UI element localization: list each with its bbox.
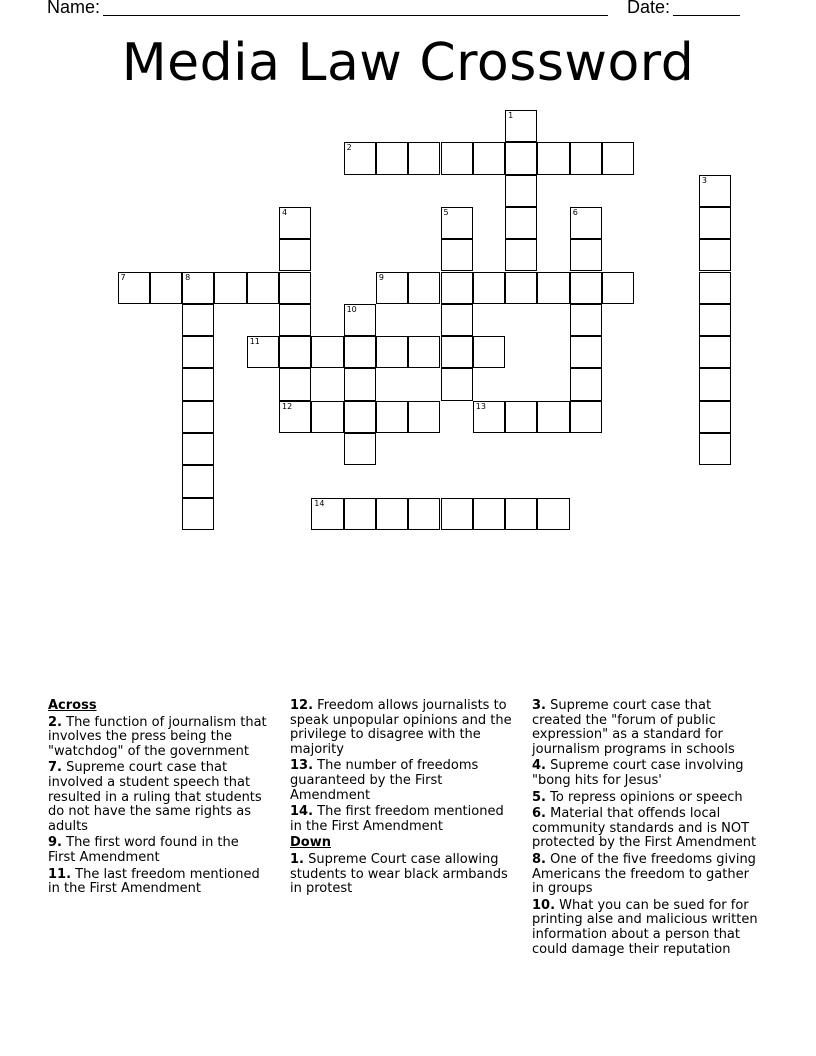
crossword-cell[interactable] (344, 433, 376, 465)
crossword-cell[interactable] (376, 498, 408, 530)
crossword-cell[interactable] (279, 207, 311, 239)
cell-number: 8 (185, 272, 191, 282)
clue-across-7 (48, 761, 270, 834)
clue-text: Freedom allows journalists to speak unpopular opinions and the privilege to disagree with the majority (290, 698, 512, 757)
clue-text: To repress opinions or speech (550, 789, 743, 805)
crossword-cell[interactable] (570, 336, 602, 368)
clue-down-6 (532, 807, 764, 851)
clue-number: 13. (290, 758, 314, 774)
crossword-cell[interactable] (344, 142, 376, 174)
crossword-cell[interactable] (344, 304, 376, 336)
down-heading: Down (290, 835, 331, 851)
across-heading: Across (48, 698, 97, 713)
clue-text: Material that offends local community standards and is NOT protected by the First Amendment (532, 806, 757, 851)
clue-down-10 (532, 899, 764, 957)
clue-number: 7. (48, 760, 62, 776)
crossword-cell[interactable] (570, 239, 602, 271)
clue-across-11 (48, 868, 270, 897)
crossword-cell[interactable] (570, 401, 602, 433)
clue-down-1 (290, 853, 518, 897)
crossword-cell[interactable] (182, 433, 214, 465)
clue-text: The number of freedoms guaranteed by the First Amendment (290, 758, 479, 803)
clue-number: 8. (532, 851, 546, 867)
crossword-cell[interactable] (182, 272, 214, 304)
crossword-cell[interactable] (473, 401, 505, 433)
crossword-cell[interactable] (311, 336, 343, 368)
clue-number: 1. (290, 851, 304, 867)
clue-across-13 (290, 759, 518, 803)
cell-number: 9 (378, 272, 384, 282)
crossword-cell[interactable] (279, 401, 311, 433)
clue-text: Supreme court case involving "bong hits for Jesus' (532, 758, 744, 788)
crossword-cell[interactable] (150, 272, 182, 304)
name-label: Name: (47, 0, 101, 17)
crossword-cell[interactable] (699, 304, 731, 336)
cell-number: 7 (120, 272, 126, 282)
crossword-cell[interactable] (441, 239, 473, 271)
crossword-cell[interactable] (441, 304, 473, 336)
crossword-cell[interactable] (537, 401, 569, 433)
crossword-cell[interactable] (505, 401, 537, 433)
crossword-cell[interactable] (473, 336, 505, 368)
clue-down-5 (532, 791, 764, 806)
clue-number: 5. (532, 789, 546, 805)
crossword-cell[interactable] (699, 336, 731, 368)
crossword-cell[interactable] (376, 336, 408, 368)
crossword-cell[interactable] (182, 304, 214, 336)
cell-number: 13 (475, 401, 486, 411)
clue-across-2 (48, 716, 270, 760)
crossword-cell[interactable] (376, 142, 408, 174)
crossword-cell[interactable] (699, 368, 731, 400)
crossword-cell[interactable] (408, 142, 440, 174)
clue-across-14 (290, 805, 518, 834)
crossword-cell[interactable] (570, 207, 602, 239)
clue-number: 12. (290, 698, 314, 713)
crossword-cell[interactable] (537, 142, 569, 174)
crossword-cell[interactable] (118, 272, 150, 304)
cell-number: 12 (282, 401, 293, 411)
crossword-cell[interactable] (441, 498, 473, 530)
crossword-cell[interactable] (279, 272, 311, 304)
clue-down-3 (532, 699, 764, 757)
date-label: Date: (627, 0, 671, 17)
crossword-cell[interactable] (441, 207, 473, 239)
clue-number: 4. (532, 758, 546, 774)
cell-number: 1 (508, 111, 514, 120)
clue-text: One of the five freedoms giving Americans the freedom to gather in groups (532, 851, 756, 897)
crossword-cell[interactable] (376, 272, 408, 304)
crossword-cell[interactable] (570, 304, 602, 336)
crossword-cell[interactable] (537, 272, 569, 304)
crossword-cell[interactable] (570, 272, 602, 304)
clue-down-8 (532, 853, 764, 897)
clue-text: The first freedom mentioned in the First Amendment (290, 804, 504, 834)
crossword-cell[interactable] (279, 239, 311, 271)
crossword-cell[interactable] (279, 368, 311, 400)
crossword-cell[interactable] (699, 272, 731, 304)
clue-text: What you can be sued for for printing alse and malicious written information about a person that could damage their reputation (532, 897, 758, 957)
clue-number: 10. (532, 897, 556, 913)
clue-text: The first word found in the First Amendment (48, 835, 239, 865)
crossword-cell[interactable] (247, 336, 279, 368)
crossword-cell[interactable] (214, 272, 246, 304)
clue-down-4 (532, 759, 764, 788)
crossword-cell[interactable] (473, 498, 505, 530)
crossword-cell[interactable] (441, 368, 473, 400)
cell-number: 2 (346, 143, 352, 153)
crossword-cell[interactable] (505, 207, 537, 239)
crossword-cell[interactable] (344, 336, 376, 368)
crossword-cell[interactable] (182, 465, 214, 497)
crossword-cell[interactable] (473, 142, 505, 174)
crossword-cell[interactable] (441, 336, 473, 368)
clue-text: The function of journalism that involves the press being the "watchdog" of the government (48, 714, 267, 759)
clue-text: Supreme court case that involved a student speech that resulted in a ruling that students do not have the same rights as adults (48, 760, 262, 834)
clue-column-1 (48, 699, 270, 899)
crossword-cell[interactable] (699, 175, 731, 207)
clue-across-12 (290, 699, 518, 757)
cell-number: 11 (249, 337, 260, 347)
clue-text: The last freedom mentioned in the First Amendment (48, 866, 260, 897)
crossword-cell[interactable] (408, 498, 440, 530)
crossword-cell[interactable] (505, 142, 537, 174)
clue-number: 2. (48, 714, 62, 730)
clue-number: 14. (290, 804, 314, 820)
crossword-cell[interactable] (344, 368, 376, 400)
crossword-cell[interactable] (473, 272, 505, 304)
crossword-cell[interactable] (699, 239, 731, 271)
crossword-cell[interactable] (311, 401, 343, 433)
clue-column-3 (532, 699, 764, 959)
crossword-cell[interactable] (505, 239, 537, 271)
clue-text: Supreme court case that created the "forum of public expression" as a standard for journalism programs in schools (532, 698, 735, 757)
crossword-cell[interactable] (182, 498, 214, 530)
crossword-cell[interactable] (602, 142, 634, 174)
crossword-cell[interactable] (699, 433, 731, 465)
clue-across-9 (48, 836, 270, 865)
crossword-cell[interactable] (279, 336, 311, 368)
crossword-cell[interactable] (247, 272, 279, 304)
clue-number: 9. (48, 835, 62, 851)
cell-number: 10 (346, 304, 357, 314)
crossword-cell[interactable] (182, 401, 214, 433)
crossword-cell[interactable] (344, 498, 376, 530)
cell-number: 3 (701, 175, 707, 185)
clue-number: 6. (532, 806, 546, 822)
crossword-cell[interactable] (602, 272, 634, 304)
crossword-cell[interactable] (376, 401, 408, 433)
cell-number: 5 (443, 207, 449, 217)
crossword-cell[interactable] (537, 498, 569, 530)
clue-number: 11. (48, 866, 72, 882)
crossword-cell[interactable] (408, 336, 440, 368)
crossword-cell[interactable] (408, 272, 440, 304)
crossword-cell[interactable] (505, 110, 537, 142)
crossword-cell[interactable] (570, 368, 602, 400)
cell-number: 14 (314, 498, 325, 508)
crossword-cell[interactable] (182, 336, 214, 368)
crossword-cell[interactable] (570, 142, 602, 174)
crossword-cell[interactable] (279, 304, 311, 336)
crossword-cell[interactable] (408, 401, 440, 433)
clue-column-2 (290, 699, 518, 899)
clue-text: Supreme Court case allowing students to wear black armbands in protest (290, 851, 508, 897)
crossword-cell[interactable] (441, 142, 473, 174)
cell-number: 6 (572, 207, 578, 217)
crossword-cell[interactable] (699, 401, 731, 433)
crossword-cell[interactable] (505, 498, 537, 530)
crossword-cell[interactable] (505, 272, 537, 304)
crossword-cell[interactable] (505, 175, 537, 207)
crossword-cell[interactable] (344, 401, 376, 433)
crossword-cell[interactable] (182, 368, 214, 400)
crossword-cell[interactable] (699, 207, 731, 239)
cell-number: 4 (282, 207, 288, 217)
crossword-cell[interactable] (311, 498, 343, 530)
page-title: Media Law Crossword (121, 33, 695, 93)
clue-number: 3. (532, 698, 546, 713)
crossword-cell[interactable] (441, 272, 473, 304)
